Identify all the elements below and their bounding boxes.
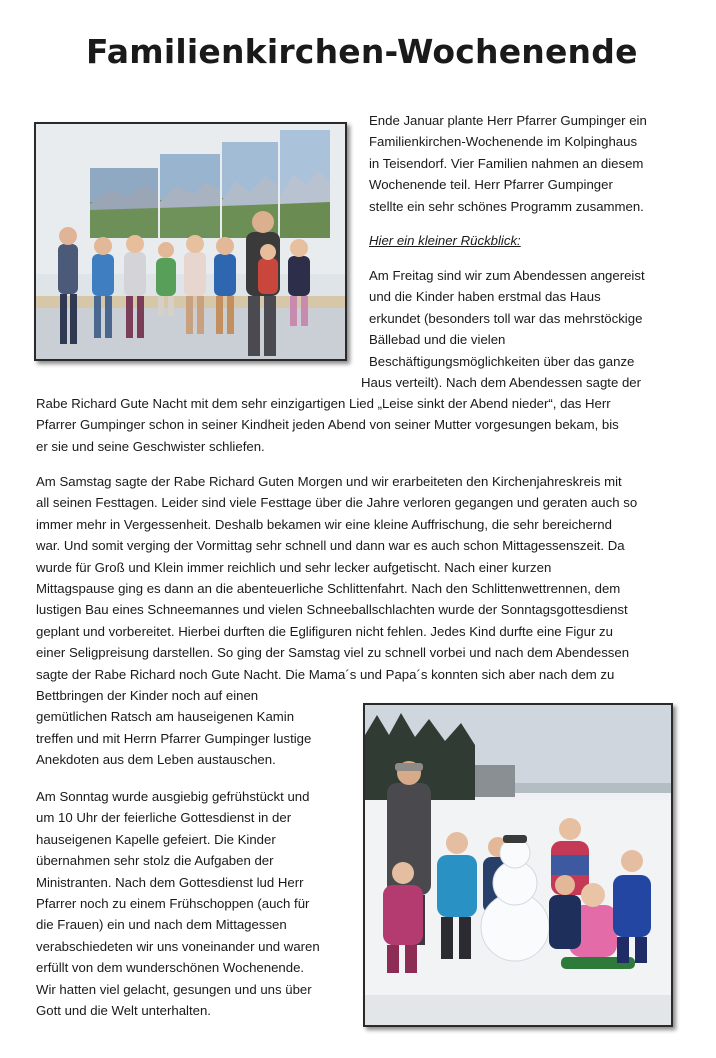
text-line: Rabe Richard Gute Nacht mit dem sehr einzigartigen Lied „Leise sinkt der Abend nieder“, das Herr	[36, 396, 611, 411]
text-line: Ministranten. Nach dem Gottesdienst lud Herr	[36, 874, 304, 890]
text-line: wurde für Groß und Klein immer reichlich und sehr lecker aufgetischt. Nach einer kurzen	[36, 559, 552, 575]
text-line: hauseigenen Kapelle gefeiert. Die Kinder	[36, 831, 276, 847]
text-line: geplant und vorbereitet. Hierbei durften die Eglifiguren nicht fehlen. Jedes Kind durfte eine Figur zu	[36, 623, 613, 639]
group-photo-indoor	[34, 122, 347, 361]
text-line: immer mehr in Vergessenheit. Deshalb bekamen wir eine kleine Auffrischung, die sehr bereichernd	[36, 516, 612, 532]
text-line: Ende Januar plante Herr Pfarrer Gumpinger ein	[369, 113, 647, 128]
text-line: all seinen Festtagen. Leider sind viele Festtage über die Jahre verloren gegangen und geraten auch so	[36, 495, 638, 511]
intro-paragraph	[369, 110, 647, 217]
text-line: Wir hatten viel gelacht, gesungen und uns über	[36, 981, 312, 997]
review-heading: Hier ein kleiner Rückblick:	[369, 233, 521, 248]
text-line: war. Und somit verging der Vormittag sehr schnell und dann war es auch schon Mittagessenszeit. Da	[36, 538, 625, 554]
text-line: verabschiedeten wir uns voneinander und waren	[36, 938, 320, 954]
text-line: Bällebad und die vielen	[369, 332, 506, 348]
text-line: in Teisendorf. Vier Familien nahmen an diesem	[369, 155, 644, 171]
text-line: Mittagspause ging es dann an die abenteuerliche Schlittenfahrt. Nach den Schlittenwettrennen, dem	[36, 580, 621, 596]
text-line: Pfarrer noch zu einem Frühschoppen (auch für	[36, 895, 310, 911]
page-title: Familienkirchen-Wochenende	[86, 32, 638, 71]
text-line: Pfarrer Gumpinger schon in seiner Kindheit jeden Abend von seiner Mutter vorgesungen bekam, bis	[36, 417, 619, 433]
text-line: Am Samstag sagte der Rabe Richard Guten Morgen und wir erarbeiteten den Kirchenjahreskreis mit	[36, 474, 622, 489]
text-line: lustigen Bau eines Schneemannes und vielen Schneeballschlachten wurde der Sonntagsgottesdienst	[36, 602, 628, 618]
friday-paragraph-column	[369, 265, 645, 372]
text-line: Anekdoten aus dem Leben austauschen.	[36, 752, 276, 768]
text-line: und die Kinder haben erstmal das Haus	[369, 289, 601, 305]
text-line: Am Freitag sind wir zum Abendessen angereist	[369, 268, 645, 283]
text-line: Beschäftigungsmöglichkeiten über das ganze	[369, 353, 635, 369]
text-line: Familienkirchen-Wochenende im Kolpinghaus	[369, 134, 638, 150]
text-line: die Frauen) ein und nach dem Mittagessen	[36, 917, 287, 933]
text-line: stellte ein sehr schönes Programm zusammen.	[369, 198, 644, 214]
friday-wrap-line: Haus verteilt). Nach dem Abendessen sagte der	[361, 375, 642, 390]
text-line: Am Sonntag wurde ausgiebig gefrühstückt und	[36, 789, 310, 804]
text-line: sagte der Rabe Richard noch Gute Nacht. Die Mama´s und Papa´s konnten sich aber nach dem zu	[36, 666, 615, 682]
text-line: um 10 Uhr der feierliche Gottesdienst in der	[36, 810, 292, 826]
sunday-paragraph	[36, 786, 320, 1021]
text-line: er sie und seine Geschwister schliefen.	[36, 438, 265, 454]
text-line: gemütlichen Ratsch am hauseigenen Kamin	[36, 709, 295, 725]
text-line: erkundet (besonders toll war das mehrstöckige	[369, 310, 643, 326]
text-line: übernahmen sehr stolz die Aufgaben der	[36, 853, 274, 869]
text-line: erfüllt von dem wunderschönen Wochenende.	[36, 960, 305, 976]
text-line: einer Seligpreisung darstellen. So ging der Samstag viel zu schnell vorbei und nach dem Abendessen	[36, 645, 630, 661]
text-line: Gott und die Welt unterhalten.	[36, 1002, 211, 1018]
text-line: treffen und mit Herrn Pfarrer Gumpinger lustige	[36, 730, 312, 746]
text-line: Wochenende teil. Herr Pfarrer Gumpinger	[369, 177, 613, 193]
text-line: Bettbringen der Kinder noch auf einen	[36, 687, 259, 703]
saturday-paragraph	[36, 471, 637, 770]
friday-paragraph-full	[36, 393, 619, 457]
